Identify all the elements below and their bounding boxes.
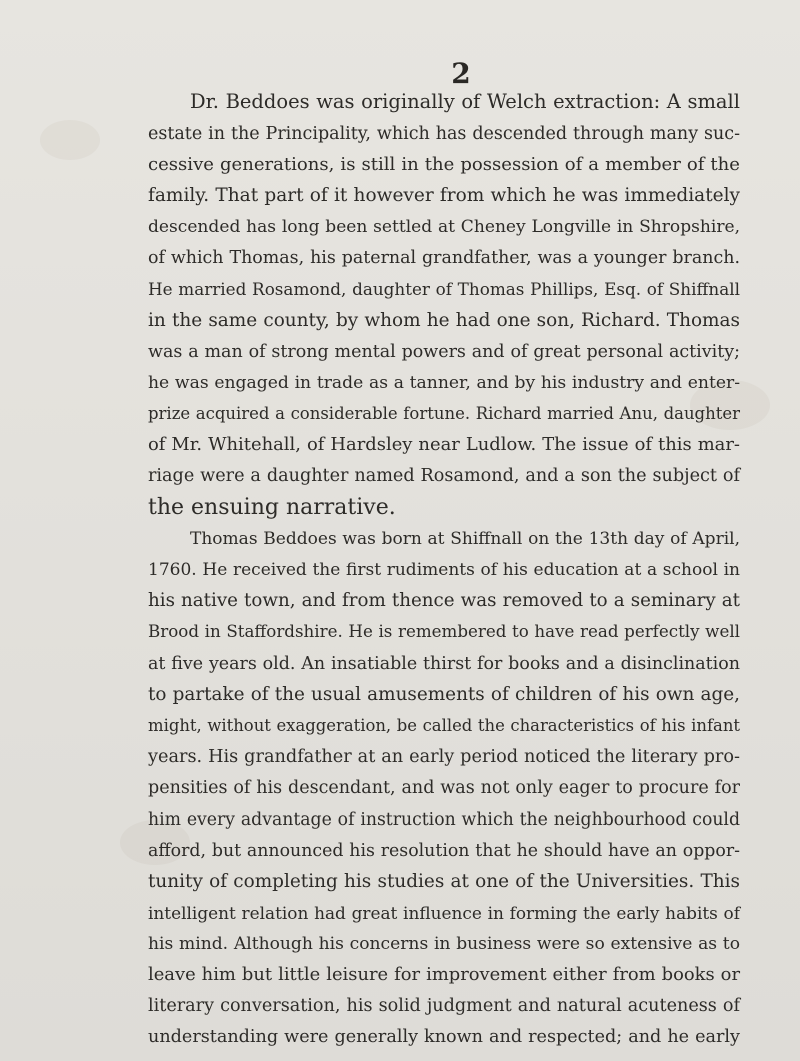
text-line [0, 148, 800, 182]
page-number: 2 [451, 57, 471, 90]
text-line [0, 896, 800, 930]
text-line-content: pensities of his descendant, and was not only eager to procure for [148, 778, 740, 798]
text-line [0, 771, 800, 805]
text-line [0, 615, 800, 649]
text-line [0, 210, 800, 244]
text-line-content: was a man of strong mental powers and of great personal activity; [148, 342, 740, 362]
text-line-content: he was engaged in trade as a tanner, and by his industry and enter- [148, 373, 740, 393]
text-line [0, 584, 800, 618]
text-line-content: afford, but announced his resolution that he should have an oppor- [148, 841, 740, 861]
text-line [0, 678, 800, 712]
text-line-content: to partake of the usual amusements of children of his own age, [148, 684, 740, 705]
text-line [0, 834, 800, 868]
text-line-content: the ensuing narrative. [148, 495, 396, 520]
text-line [0, 304, 800, 338]
text-line [0, 366, 800, 400]
text-line [0, 740, 800, 774]
text-line [0, 428, 800, 462]
text-line-content: riage were a daughter named Rosamond, and a son the subject of [148, 466, 740, 486]
text-line-content: intelligent relation had great influence in forming the early habits of [148, 903, 740, 923]
text-line [0, 989, 800, 1023]
text-line [0, 459, 800, 493]
text-line-content: his native town, and from thence was removed to a seminary at [148, 590, 740, 611]
text-line [0, 709, 800, 743]
text-line-content: tunity of completing his studies at one of the Universities. This [148, 871, 740, 892]
text-line-content: estate in the Principality, which has descended through many suc- [148, 124, 740, 144]
text-line [0, 241, 800, 275]
text-line [0, 647, 800, 681]
text-line-content: him every advantage of instruction which the neighbourhood could [148, 810, 740, 830]
text-line [0, 335, 800, 369]
text-line-content: Brood in Staffordshire. He is remembered to have read perfectly well [148, 622, 740, 641]
text-line-content: cessive generations, is still in the possession of a member of the [148, 154, 740, 175]
text-line [0, 1020, 800, 1054]
text-line-content: Thomas Beddoes was born at Shiffnall on the 13th day of April, [190, 529, 740, 549]
text-line [0, 272, 800, 306]
text-line [0, 958, 800, 992]
text-line-content: prize acquired a considerable fortune. Richard married Anu, daughter [148, 404, 740, 423]
text-line [0, 85, 800, 119]
text-line-content: understanding were generally known and respected; and he early [148, 1027, 740, 1047]
text-line-content: 1760. He received the first rudiments of his education at a school in [148, 560, 740, 580]
text-line [0, 491, 800, 525]
text-line-content: at five years old. An insatiable thirst for books and a disinclination [148, 654, 740, 674]
text-line [0, 179, 800, 213]
text-line-content: of which Thomas, his paternal grandfather, was a younger branch. [148, 248, 740, 268]
text-line-content: He married Rosamond, daughter of Thomas Phillips, Esq. of Shiffnall [148, 279, 740, 299]
text-line [0, 865, 800, 899]
text-line [0, 117, 800, 151]
text-line [0, 927, 800, 961]
text-line-content: family. That part of it however from which he was immediately [148, 185, 740, 206]
text-line-content: literary conversation, his solid judgment and natural acuteness of [148, 996, 740, 1016]
text-line [0, 803, 800, 837]
text-line-content: of Mr. Whitehall, of Hardsley near Ludlow. The issue of this mar- [148, 434, 740, 455]
text-line-content: in the same county, by whom he had one son, Richard. Thomas [148, 310, 740, 331]
text-line-content: his mind. Although his concerns in business were so extensive as to [148, 934, 740, 954]
text-line-content: Dr. Beddoes was originally of Welch extraction: A small [190, 90, 740, 113]
text-line-content: descended has long been settled at Cheney Longville in Shropshire, [148, 217, 740, 237]
text-line [0, 522, 800, 556]
text-line-content: might, without exaggeration, be called the characteristics of his infant [148, 716, 740, 735]
text-line-content: leave him but little leisure for improvement either from books or [148, 964, 740, 985]
text-line [0, 397, 800, 431]
text-line-content: years. His grandfather at an early period noticed the literary pro- [148, 747, 740, 767]
text-line [0, 553, 800, 587]
